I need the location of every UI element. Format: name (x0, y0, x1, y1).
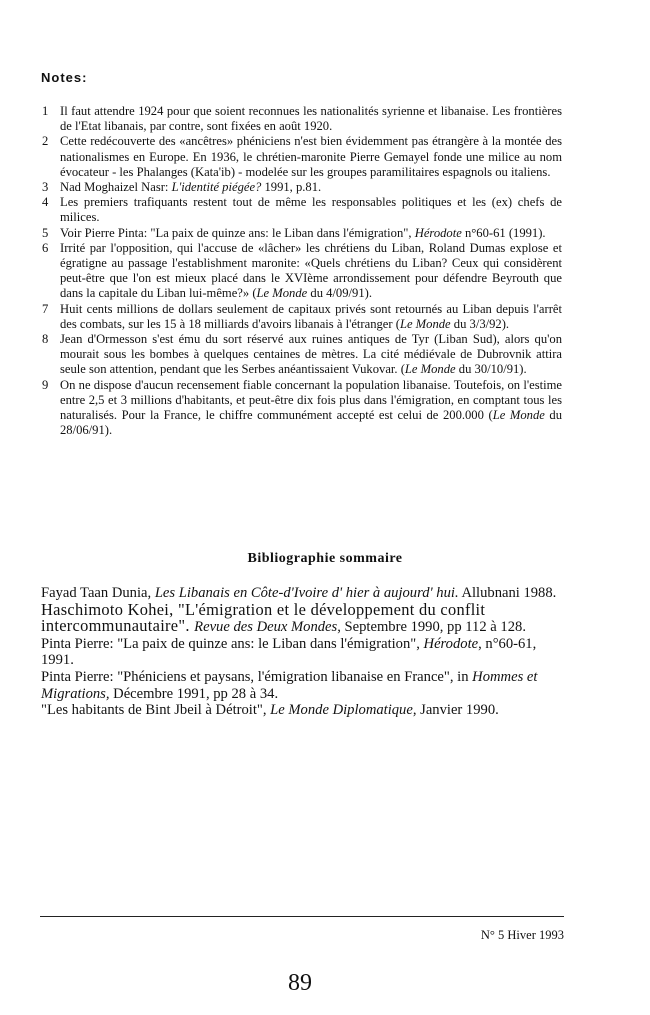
entry-text-end: , Janvier 1990. (412, 702, 499, 719)
footer-divider (40, 916, 564, 917)
entry-italic: Les Libanais en Côte-d'Ivoire d' hier à aujourd' hui. (154, 585, 459, 601)
note-text: Il faut attendre 1924 pour que soient reconnues les nationalités syrienne et libanaise. Les frontières de l'Etat libanais, par contre, sont fixées en août 1920. (60, 104, 562, 134)
entry-italic: Hommes et Migrations, (41, 668, 538, 702)
entry-text: Pinta Pierre: "La paix de quinze ans: le Liban dans l'émigration", (41, 635, 424, 652)
note-number: 1 (42, 104, 49, 118)
note-item (42, 195, 562, 225)
note-italic: Le Monde (399, 316, 451, 331)
note-item (42, 378, 562, 439)
note-item (42, 226, 562, 241)
issue-label: N° 5 Hiver 1993 (480, 928, 564, 942)
entry-text-end: , n°60-61, 1991. (41, 635, 537, 669)
bibliography-entry (41, 702, 566, 719)
entry-text: Pinta Pierre: "Phéniciens et paysans, l'émigration libanaise en France", in (41, 668, 473, 685)
note-number: 7 (42, 301, 49, 316)
note-italic: Hérodote (414, 225, 462, 240)
note-number: 4 (42, 195, 49, 210)
note-text: Les premiers trafiquants restent tout de même les responsables politiques et les (ex) chefs de milices. (60, 195, 562, 225)
note-item (42, 241, 562, 302)
entry-italic: Revue des Deux Mondes (194, 619, 338, 636)
note-item (42, 104, 562, 134)
note-text-end: n°60-61 (1991). (461, 225, 546, 240)
entry-text: "Les habitants de Bint Jbeil à Détroit", (41, 702, 271, 719)
note-number: 3 (42, 180, 49, 195)
entry-italic: Le Monde Diplomatique (270, 702, 413, 719)
note-text-end: du 28/06/91). (60, 408, 562, 438)
note-italic: Le Monde (404, 362, 456, 377)
note-number: 2 (42, 134, 49, 149)
note-text: Irrité par l'opposition, qui l'accuse de «lâcher» les chrétiens du Liban, Roland Dumas explose et égratigne au passage l'establishment maronite: «Quels chrétiens du Liban? Ceux qui considèrent peut-être que l'on est mieux placé dans le XVIème arrondissement pour défendre Beyrouth que dans la capitale du Liban lui-même?» ( (60, 240, 562, 301)
note-text: Cette redécouverte des «ancêtres» phéniciens n'est bien évidemment pas étrangère à la montée des nationalismes en Europe. En 1936, le chrétien-maronite Pierre Gemayel fonde une milice au nom évocateur - les Phalanges (Kata'ib) - modelée sur les groupes paramilitaires espagnols ou italiens. (60, 134, 562, 179)
entry-text: Haschimoto Kohei, "L'émigration et le développement du conflit intercommunautaire". (41, 599, 486, 636)
bibliography-entry (41, 636, 566, 669)
note-number: 5 (42, 225, 49, 240)
note-text-end: du 30/10/91). (455, 362, 527, 377)
note-text: Jean d'Ormesson s'est ému du sort réservé aux ruines antiques de Tyr (Liban Sud), alors qu'on mourait sous les bombes à quelques centaines de mètres. La cité médiévale de Dubrovnik attira seule son attention, pendant que les Serbes anéantissaient Vukovar. ( (60, 332, 562, 377)
entry-text: Fayad Taan Dunia, (41, 585, 155, 601)
entry-italic: Hérodote (423, 635, 479, 652)
note-text: Nad Moghaizel Nasr: (60, 180, 172, 195)
page-number: 89 (288, 970, 312, 996)
note-item (42, 332, 562, 378)
note-text: Huit cents millions de dollars seulement de capitaux privés sont retournés au Liban depuis l'arrêt des combats, sur les 15 à 18 milliards d'avoirs libanais à l'étranger ( (60, 301, 562, 331)
note-item (42, 134, 562, 180)
entry-text-end: Allubnani 1988. (458, 585, 557, 601)
note-number: 9 (42, 377, 49, 392)
note-text-end: du 4/09/91). (307, 286, 372, 301)
bibliography-list (41, 585, 566, 719)
note-text: On ne dispose d'aucun recensement fiable concernant la population libanaise. Toutefois, on l'estime entre 2,5 et 3 millions d'habitants, et peut-être dix fois plus dans l'émigration, en comptant tous les naturalisés. Pour la France, le chiffre communément accepté est celui de 200.000 ( (60, 377, 562, 423)
note-italic: L'identité piégée? (171, 180, 262, 195)
note-text-end: 1991, p.81. (261, 180, 322, 195)
bibliography-entry (41, 599, 566, 636)
bibliography-title: Bibliographie sommaire (247, 551, 403, 566)
entry-text-end: Décembre 1991, pp 28 à 34. (109, 685, 279, 702)
notes-list (42, 104, 562, 438)
note-text: Voir Pierre Pinta: "La paix de quinze ans: le Liban dans l'émigration", (60, 225, 415, 240)
note-item (42, 302, 562, 332)
note-text-end: du 3/3/92). (450, 316, 510, 331)
notes-title: Notes: (41, 70, 88, 85)
note-italic: Le Monde (492, 408, 545, 423)
note-item (42, 180, 562, 195)
note-italic: Le Monde (256, 286, 308, 301)
note-number: 8 (42, 332, 49, 347)
bibliography-entry (41, 669, 566, 702)
entry-text-end: , Septembre 1990, pp 112 à 128. (337, 619, 526, 636)
note-number: 6 (42, 240, 49, 255)
